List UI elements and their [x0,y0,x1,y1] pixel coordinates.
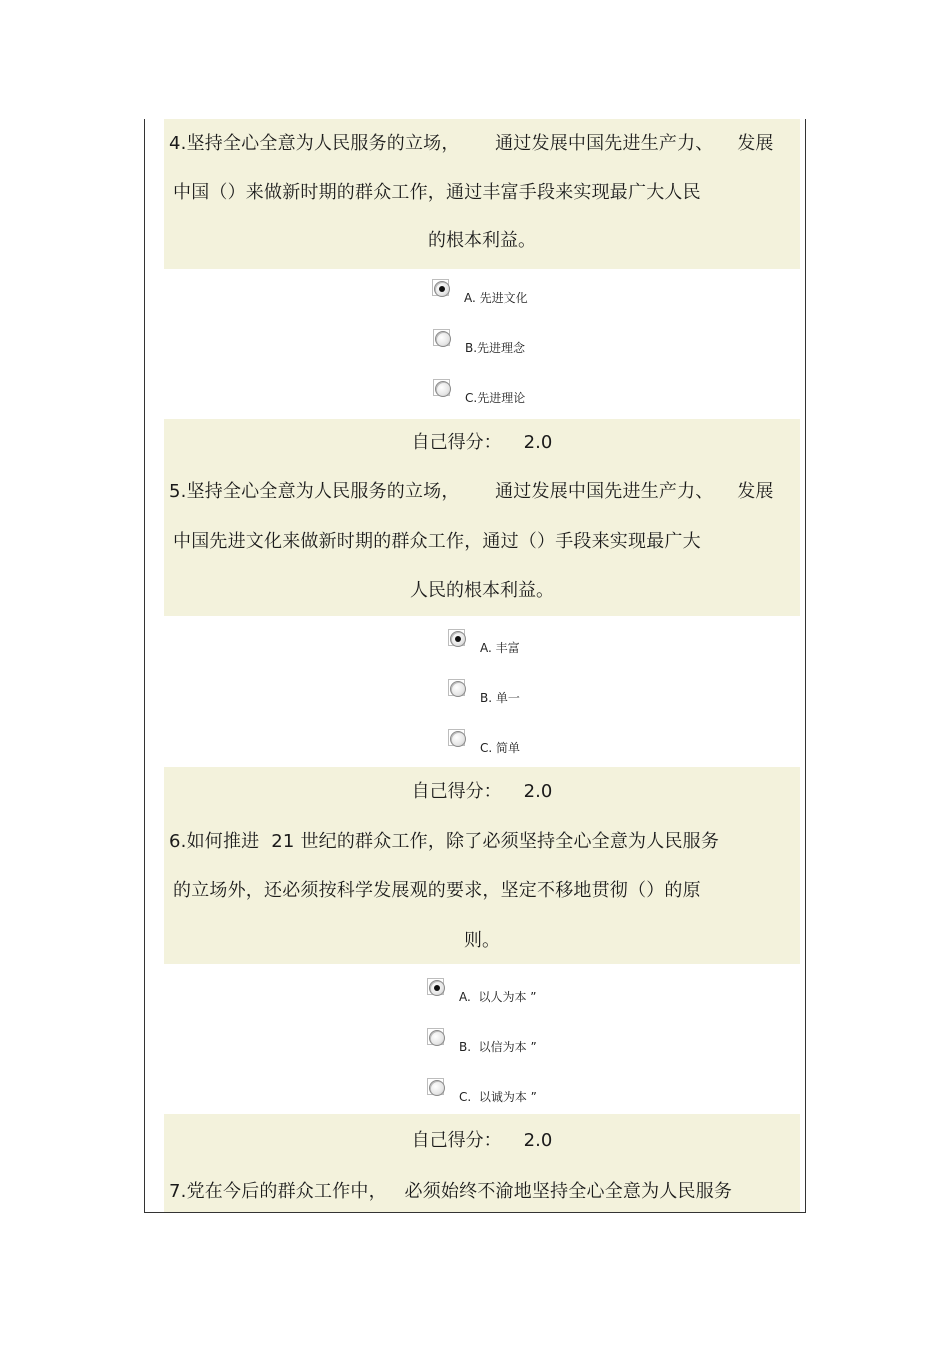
radio-unchecked-icon[interactable] [433,379,451,397]
radio-unchecked-icon[interactable] [448,679,466,697]
option-label: B.先进理念 [465,341,526,355]
radio-checked-icon[interactable] [427,978,445,996]
question-6-option-c[interactable] [427,1082,537,1104]
score-value: 2.0 [523,1130,553,1151]
radio-unchecked-icon[interactable] [448,729,466,747]
question-5-line-2: 中国先进文化来做新时期的群众工作，通过（）手段来实现最广大 [173,531,701,552]
question-5-line-1: 5.坚持全心全意为人民服务的立场， 通过发展中国先进生产力、 发展 [169,481,774,502]
question-4-line-1: 4.坚持全心全意为人民服务的立场， 通过发展中国先进生产力、 发展 [169,133,774,154]
score-value: 2.0 [523,432,553,453]
question-4-score [164,431,800,455]
option-label: C. 简单 [480,741,521,755]
radio-checked-icon[interactable] [448,629,466,647]
question-6-line-3: 则。 [464,930,500,951]
quiz-frame [144,119,806,1213]
score-label: 自己得分： [411,1130,502,1151]
option-label: C.先进理论 [465,391,526,405]
option-label: A. 丰富 [480,641,520,655]
radio-unchecked-icon[interactable] [427,1028,445,1046]
option-label: A. 先进文化 [464,291,528,305]
quiz-content [164,119,800,1212]
question-4-line-2: 中国（）来做新时期的群众工作，通过丰富手段来实现最广大人民 [173,182,701,203]
option-label: B. 单一 [480,691,520,705]
question-6-line-2: 的立场外，还必须按科学发展观的要求，坚定不移地贯彻（）的原 [173,880,701,901]
question-6-option-b[interactable] [427,1032,537,1054]
question-5-score [164,780,800,804]
question-4-option-a[interactable] [432,283,528,305]
question-6-score [164,1129,800,1153]
question-7-line-1: 7.党在今后的群众工作中， 必须始终不渝地坚持全心全意为人民服务 [169,1181,733,1202]
question-5-option-b[interactable] [448,683,520,705]
score-label: 自己得分： [411,781,502,802]
question-5-option-c[interactable] [448,733,520,755]
radio-unchecked-icon[interactable] [433,329,451,347]
option-label: A. 以人为本 ” [459,990,537,1004]
question-6-line-1: 6.如何推进 21 世纪的群众工作，除了必须坚持全心全意为人民服务 [169,831,720,852]
question-4-option-b[interactable] [433,333,525,355]
option-label: C. 以诚为本 ” [459,1090,537,1104]
score-label: 自己得分： [411,432,502,453]
score-value: 2.0 [523,781,553,802]
radio-checked-icon[interactable] [432,279,450,297]
radio-unchecked-icon[interactable] [427,1078,445,1096]
question-4-line-3: 的根本利益。 [428,230,536,251]
question-4-option-c[interactable] [433,383,525,405]
question-5-option-a[interactable] [448,633,520,655]
question-6-option-a[interactable] [427,982,536,1004]
question-5-line-3: 人民的根本利益。 [410,580,554,601]
option-label: B. 以信为本 ” [459,1040,537,1054]
